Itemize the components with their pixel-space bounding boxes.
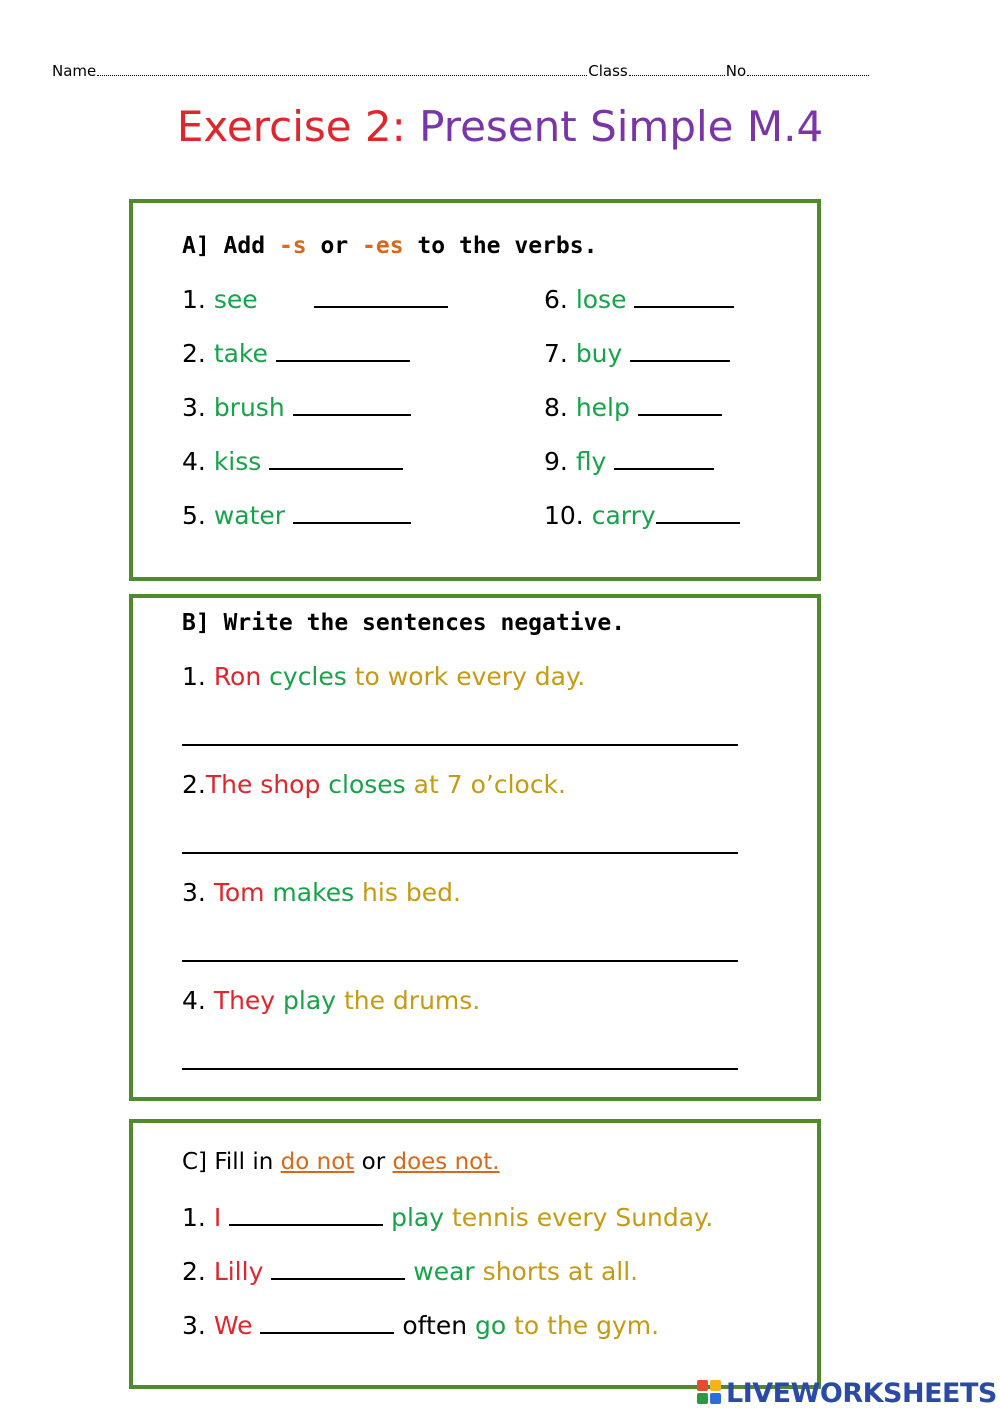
- section-b-heading: B] Write the sentences negative.: [182, 610, 626, 636]
- verb-item-9: 9. fly: [544, 447, 714, 476]
- verb-item-10: 10. carry: [544, 501, 740, 530]
- answer-line-3[interactable]: [182, 960, 738, 962]
- fill-blank[interactable]: [271, 1258, 405, 1280]
- fill-blank[interactable]: [229, 1204, 383, 1226]
- sentence-item-3: 3. Tom makes his bed.: [182, 878, 461, 907]
- class-field[interactable]: [629, 63, 725, 76]
- answer-line-2[interactable]: [182, 852, 738, 854]
- sentence-item-4: 4. They play the drums.: [182, 986, 481, 1015]
- number-label: No: [725, 62, 747, 80]
- section-c-heading: C] Fill in do not or does not.: [182, 1149, 500, 1175]
- verb-item-3: 3. brush: [182, 393, 411, 422]
- verb-item-6: 6. lose: [544, 285, 734, 314]
- sentence-item-1: 1. Ron cycles to work every day.: [182, 662, 586, 691]
- verb-item-8: 8. help: [544, 393, 722, 422]
- answer-blank[interactable]: [293, 394, 411, 416]
- section-a-box: [129, 199, 821, 581]
- answer-blank[interactable]: [276, 340, 410, 362]
- logo-text: LIVEWORKSHEETS: [726, 1377, 997, 1409]
- answer-blank[interactable]: [656, 502, 740, 524]
- name-field[interactable]: [97, 63, 587, 76]
- answer-blank[interactable]: [638, 394, 722, 416]
- fill-item-2: 2. Lilly wear shorts at all.: [182, 1257, 639, 1286]
- answer-blank[interactable]: [630, 340, 730, 362]
- answer-blank[interactable]: [314, 286, 448, 308]
- page-title: [0, 102, 1000, 151]
- answer-blank[interactable]: [269, 448, 403, 470]
- answer-blank[interactable]: [614, 448, 714, 470]
- number-field[interactable]: [747, 63, 869, 76]
- class-label: Class: [588, 62, 628, 80]
- fill-blank[interactable]: [260, 1312, 394, 1334]
- sentence-item-2: 2.The shop closes at 7 o’clock.: [182, 770, 566, 799]
- section-a-heading: A] Add -s or -es to the verbs.: [182, 233, 598, 259]
- title-exercise: Exercise 2:: [176, 102, 420, 151]
- fill-item-3: 3. We often go to the gym.: [182, 1311, 660, 1340]
- section-b-box: [129, 594, 821, 1101]
- liveworksheets-logo: [697, 1378, 997, 1408]
- verb-item-4: 4. kiss: [182, 447, 403, 476]
- answer-line-1[interactable]: [182, 744, 738, 746]
- verb-item-5: 5. water: [182, 501, 411, 530]
- option-do-not: do not: [280, 1149, 355, 1175]
- option-does-not: does not.: [392, 1149, 500, 1175]
- fill-item-1: 1. I play tennis every Sunday.: [182, 1203, 714, 1232]
- verb-item-2: 2. take: [182, 339, 410, 368]
- answer-blank[interactable]: [634, 286, 734, 308]
- answer-blank[interactable]: [293, 502, 411, 524]
- section-c-box: [129, 1119, 821, 1389]
- logo-icon: [697, 1380, 723, 1406]
- title-topic: Present Simple M.4: [419, 102, 824, 151]
- name-label: Name: [52, 62, 97, 80]
- verb-item-7: 7. buy: [544, 339, 730, 368]
- student-info-line: [52, 62, 892, 84]
- verb-item-1: 1. see: [182, 285, 448, 314]
- answer-line-4[interactable]: [182, 1068, 738, 1070]
